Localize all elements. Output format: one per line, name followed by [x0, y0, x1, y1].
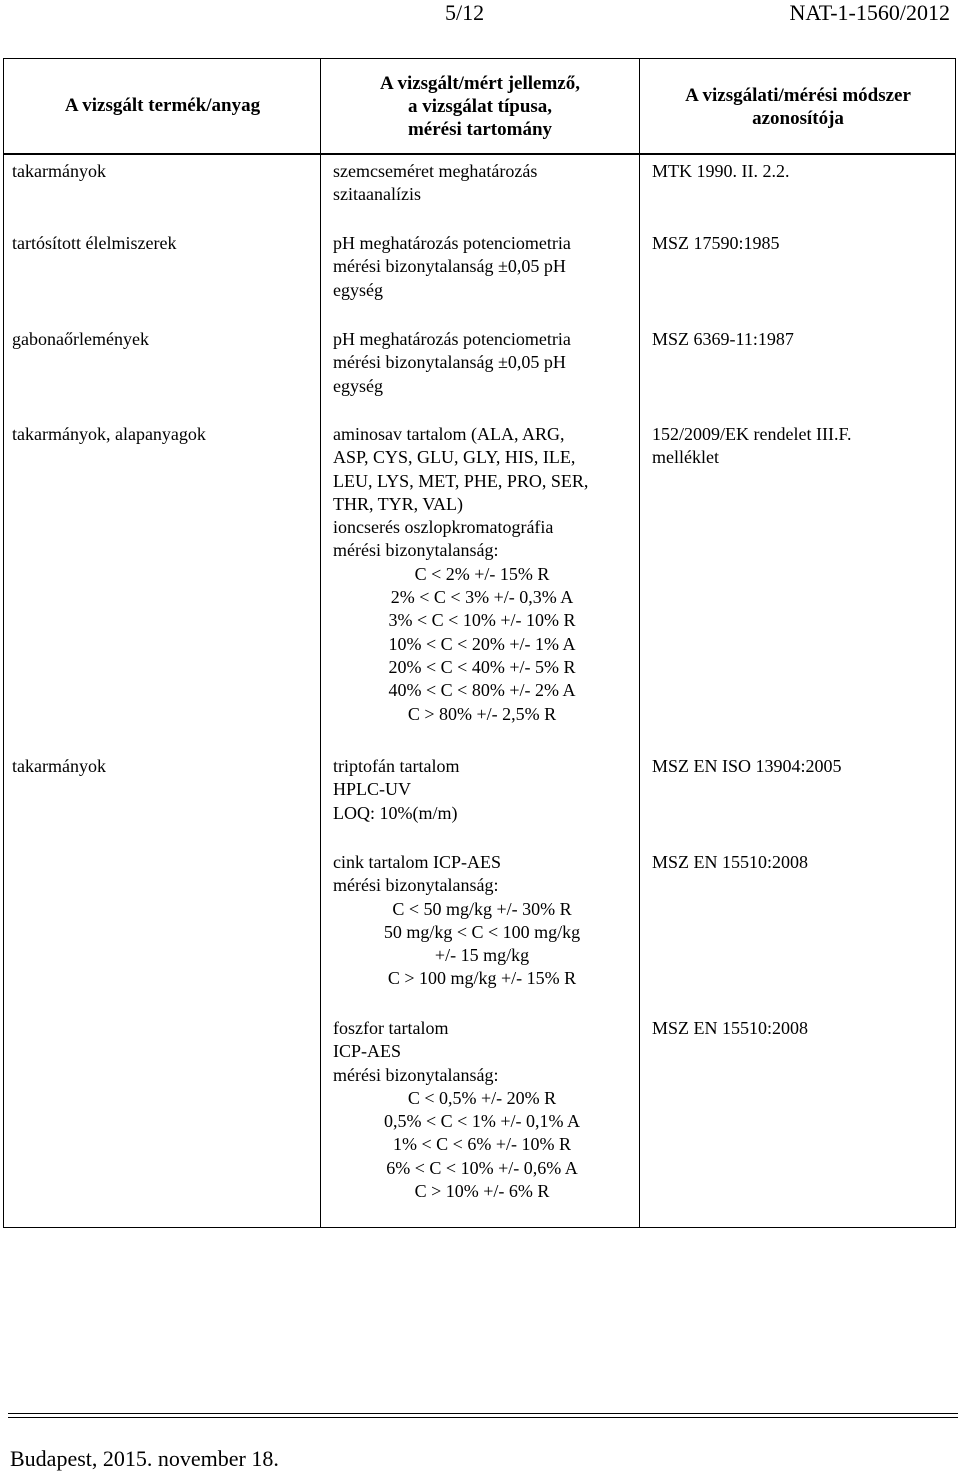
cell-line: THR, TYR, VAL) [333, 493, 464, 514]
table-cell-product [12, 755, 312, 778]
range-line: 40% < C < 80% +/- 2% A [388, 680, 576, 701]
cell-line: takarmányok, alapanyagok [12, 424, 206, 444]
cell-line: szemcseméret meghatározás [333, 161, 538, 181]
column-divider [320, 58, 321, 1228]
table-cell-product [12, 232, 312, 255]
cell-line: ASP, CYS, GLU, GLY, HIS, ILE, [333, 447, 576, 468]
range-line: 2% < C < 3% +/- 0,3% A [390, 587, 574, 608]
cell-line: gabonaőrlemények [12, 329, 149, 349]
table-cell-characteristic [333, 232, 629, 302]
cell-line: egység [333, 279, 383, 300]
range-line: C < 2% +/- 15% R [414, 563, 550, 584]
cell-line: MSZ EN ISO 13904:2005 [652, 756, 842, 776]
cell-line: takarmányok [12, 161, 106, 181]
cell-line: mérési bizonytalanság ±0,05 pH [333, 352, 566, 373]
cell-line: takarmányok [12, 756, 106, 776]
range-line: C > 100 mg/kg +/- 15% R [387, 968, 577, 989]
cell-line: mérési bizonytalanság: [333, 540, 499, 561]
range-line: C < 0,5% +/- 20% R [407, 1087, 557, 1108]
cell-line: melléklet [652, 447, 719, 468]
cell-line: 152/2009/EK rendelet III.F. [652, 424, 852, 444]
header-row-divider [3, 153, 956, 155]
cell-line: tartósított élelmiszerek [12, 233, 177, 253]
range-line: 3% < C < 10% +/- 10% R [388, 610, 576, 631]
table-cell-characteristic [333, 423, 629, 563]
table-cell-product [12, 423, 312, 446]
range-line: 10% < C < 20% +/- 1% A [388, 633, 576, 654]
cell-line: mérési bizonytalanság: [333, 875, 499, 896]
table-cell-method [652, 755, 948, 778]
cell-line: MSZ 6369-11:1987 [652, 329, 794, 349]
cell-line: MSZ EN 15510:2008 [652, 1018, 809, 1038]
range-line: C > 80% +/- 2,5% R [407, 703, 557, 724]
cell-line: triptofán tartalom [333, 756, 460, 776]
column-header-label: A vizsgált termék/anyag [64, 95, 261, 116]
table-cell-characteristic [333, 160, 629, 207]
range-line: 1% < C < 6% +/- 10% R [393, 1134, 571, 1155]
cell-line: pH meghatározás potenciometria [333, 233, 571, 253]
cell-line: pH meghatározás potenciometria [333, 329, 571, 349]
cell-line: MSZ EN 15510:2008 [652, 852, 809, 872]
footer-rule [8, 1413, 958, 1414]
cell-line: HPLC-UV [333, 779, 412, 800]
table-cell-ranges [333, 1087, 631, 1203]
column-header-label: A vizsgált/mért jellemző, a vizsgálat típusa, mérési tartomány [380, 73, 580, 140]
cell-line: MTK 1990. II. 2.2. [652, 161, 790, 181]
table-cell-method [652, 851, 948, 874]
footer-place-date: Budapest, 2015. november 18. [10, 1446, 279, 1471]
table-cell-method [652, 1017, 948, 1040]
range-line: C > 10% +/- 6% R [414, 1181, 550, 1202]
cell-line: ICP-AES [333, 1041, 402, 1062]
range-line: C < 50 mg/kg +/- 30% R [392, 898, 572, 919]
column-header-product [5, 94, 320, 117]
table-cell-method [652, 232, 948, 255]
range-line: 6% < C < 10% +/- 0,6% A [386, 1157, 578, 1178]
table-cell-ranges [333, 563, 631, 726]
footer-rule [8, 1417, 958, 1418]
cell-line: szitaanalízis [333, 184, 421, 205]
column-header-method [640, 84, 956, 130]
range-line: +/- 15 mg/kg [434, 945, 530, 966]
table-cell-characteristic [333, 755, 629, 825]
cell-line: egység [333, 375, 383, 396]
table-cell-method [652, 160, 948, 183]
cell-line: mérési bizonytalanság: [333, 1064, 499, 1085]
cell-line: LOQ: 10%(m/m) [333, 802, 458, 823]
range-line: 0,5% < C < 1% +/- 0,1% A [384, 1111, 580, 1132]
cell-line: LEU, LYS, MET, PHE, PRO, SER, [333, 470, 589, 491]
table-cell-product [12, 328, 312, 351]
table-cell-product [12, 160, 312, 183]
cell-line: MSZ 17590:1985 [652, 233, 780, 253]
table-cell-characteristic [333, 1017, 629, 1087]
cell-line: aminosav tartalom (ALA, ARG, [333, 424, 565, 444]
table-cell-characteristic [333, 851, 629, 898]
column-header-label: A vizsgálati/mérési módszer azonosítója [685, 85, 911, 129]
column-divider [639, 58, 640, 1228]
column-header-characteristic [321, 72, 639, 141]
cell-line: foszfor tartalom [333, 1018, 449, 1038]
range-line: 50 mg/kg < C < 100 mg/kg [383, 921, 581, 942]
page-number: 5/12 [445, 0, 485, 25]
table-cell-characteristic [333, 328, 629, 398]
range-line: 20% < C < 40% +/- 5% R [388, 656, 576, 677]
cell-line: mérési bizonytalanság ±0,05 pH [333, 256, 566, 277]
cell-line: cink tartalom ICP-AES [333, 852, 501, 872]
table-cell-method [652, 423, 948, 470]
table-cell-method [652, 328, 948, 351]
cell-line: ioncserés oszlopkromatográfia [333, 517, 554, 538]
document-id: NAT-1-1560/2012 [789, 0, 950, 25]
table-cell-ranges [333, 898, 631, 991]
